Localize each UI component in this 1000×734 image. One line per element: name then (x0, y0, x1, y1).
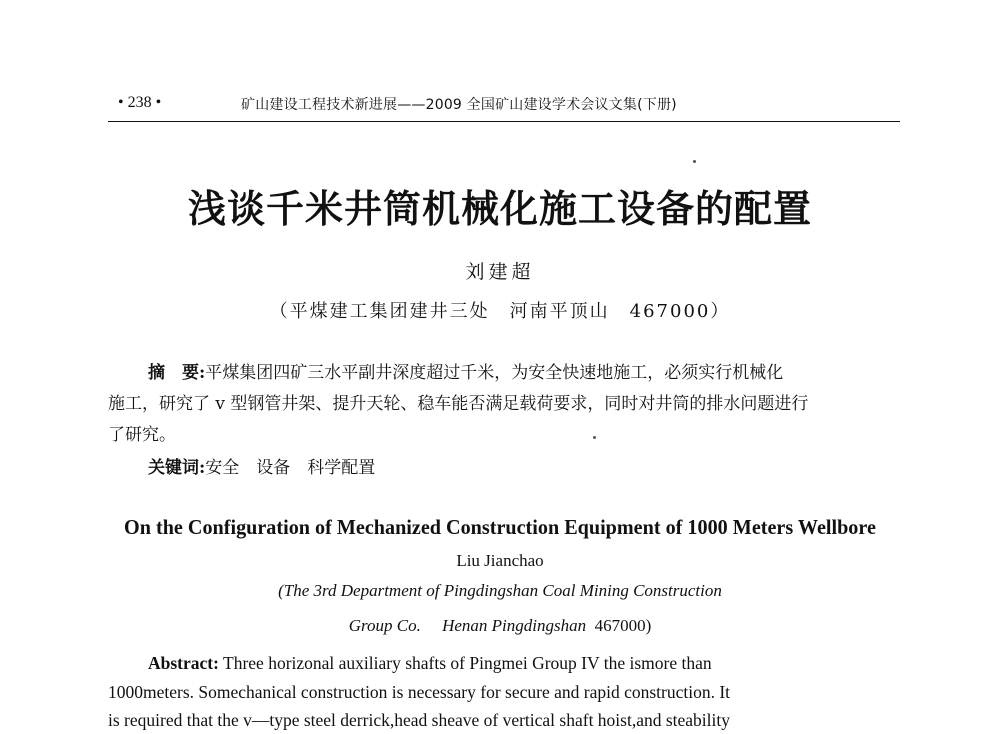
affiliation-cn: （平煤建工集团建井三处 河南平顶山 467000） (269, 301, 731, 322)
abstract-cn-text: 平煤集团四矿三水平副井深度超过千米，为安全快速地施工，必须实行机械化 (205, 363, 784, 383)
abstract-cn-line: 施工，研究了 v 型钢管井架、提升天轮、稳车能否满足载荷要求，同时对井筒的排水问题进行 (108, 394, 809, 414)
scan-speck (693, 160, 696, 163)
affiliation-en-line (0, 611, 1000, 636)
keywords-cn-label: 关键词: (148, 458, 206, 478)
scan-speck (593, 436, 596, 439)
affiliation-en-zip: 467000) (594, 616, 652, 635)
header-rule (108, 121, 900, 122)
abstract-en-text: Three horizonal auxiliary shafts of Pingmei Group IV the ismore than (218, 653, 712, 673)
author-en: Liu Jianchao (456, 551, 544, 570)
abstract-en-label: Abstract: (148, 653, 219, 673)
abstract-cn-line: 了研究。 (108, 425, 176, 445)
affiliation-en-org: Group Co. Henan Pingdingshan (348, 616, 587, 635)
abstract-en-line: is required that the v—type steel derrick,head sheave of vertical shaft hoist,and steability (108, 710, 731, 730)
running-header (108, 92, 900, 118)
author-cn: 刘建超 (465, 261, 535, 283)
abstract-en-line: 1000meters. Somechanical construction is necessary for secure and rapid construction. It (108, 682, 731, 702)
affiliation-en-line: (The 3rd Department of Pingdingshan Coal Mining Construction (278, 581, 722, 600)
abstract-cn-label: 摘 要: (148, 363, 206, 383)
running-title: 矿山建设工程技术新进展——2009 全国矿山建设学术会议文集(下册) (241, 97, 677, 113)
paper-title-en: On the Configuration of Mechanized Construction Equipment of 1000 Meters Wellbore (124, 515, 876, 539)
keywords-cn-text: 安全 设备 科学配置 (205, 458, 376, 478)
keywords-cn (148, 453, 375, 483)
abstract-en-line (148, 649, 712, 677)
abstract-cn-line (148, 358, 783, 388)
page-number: • 238 • (118, 94, 162, 111)
paper-title-cn: 浅谈千米井筒机械化施工设备的配置 (187, 187, 812, 231)
